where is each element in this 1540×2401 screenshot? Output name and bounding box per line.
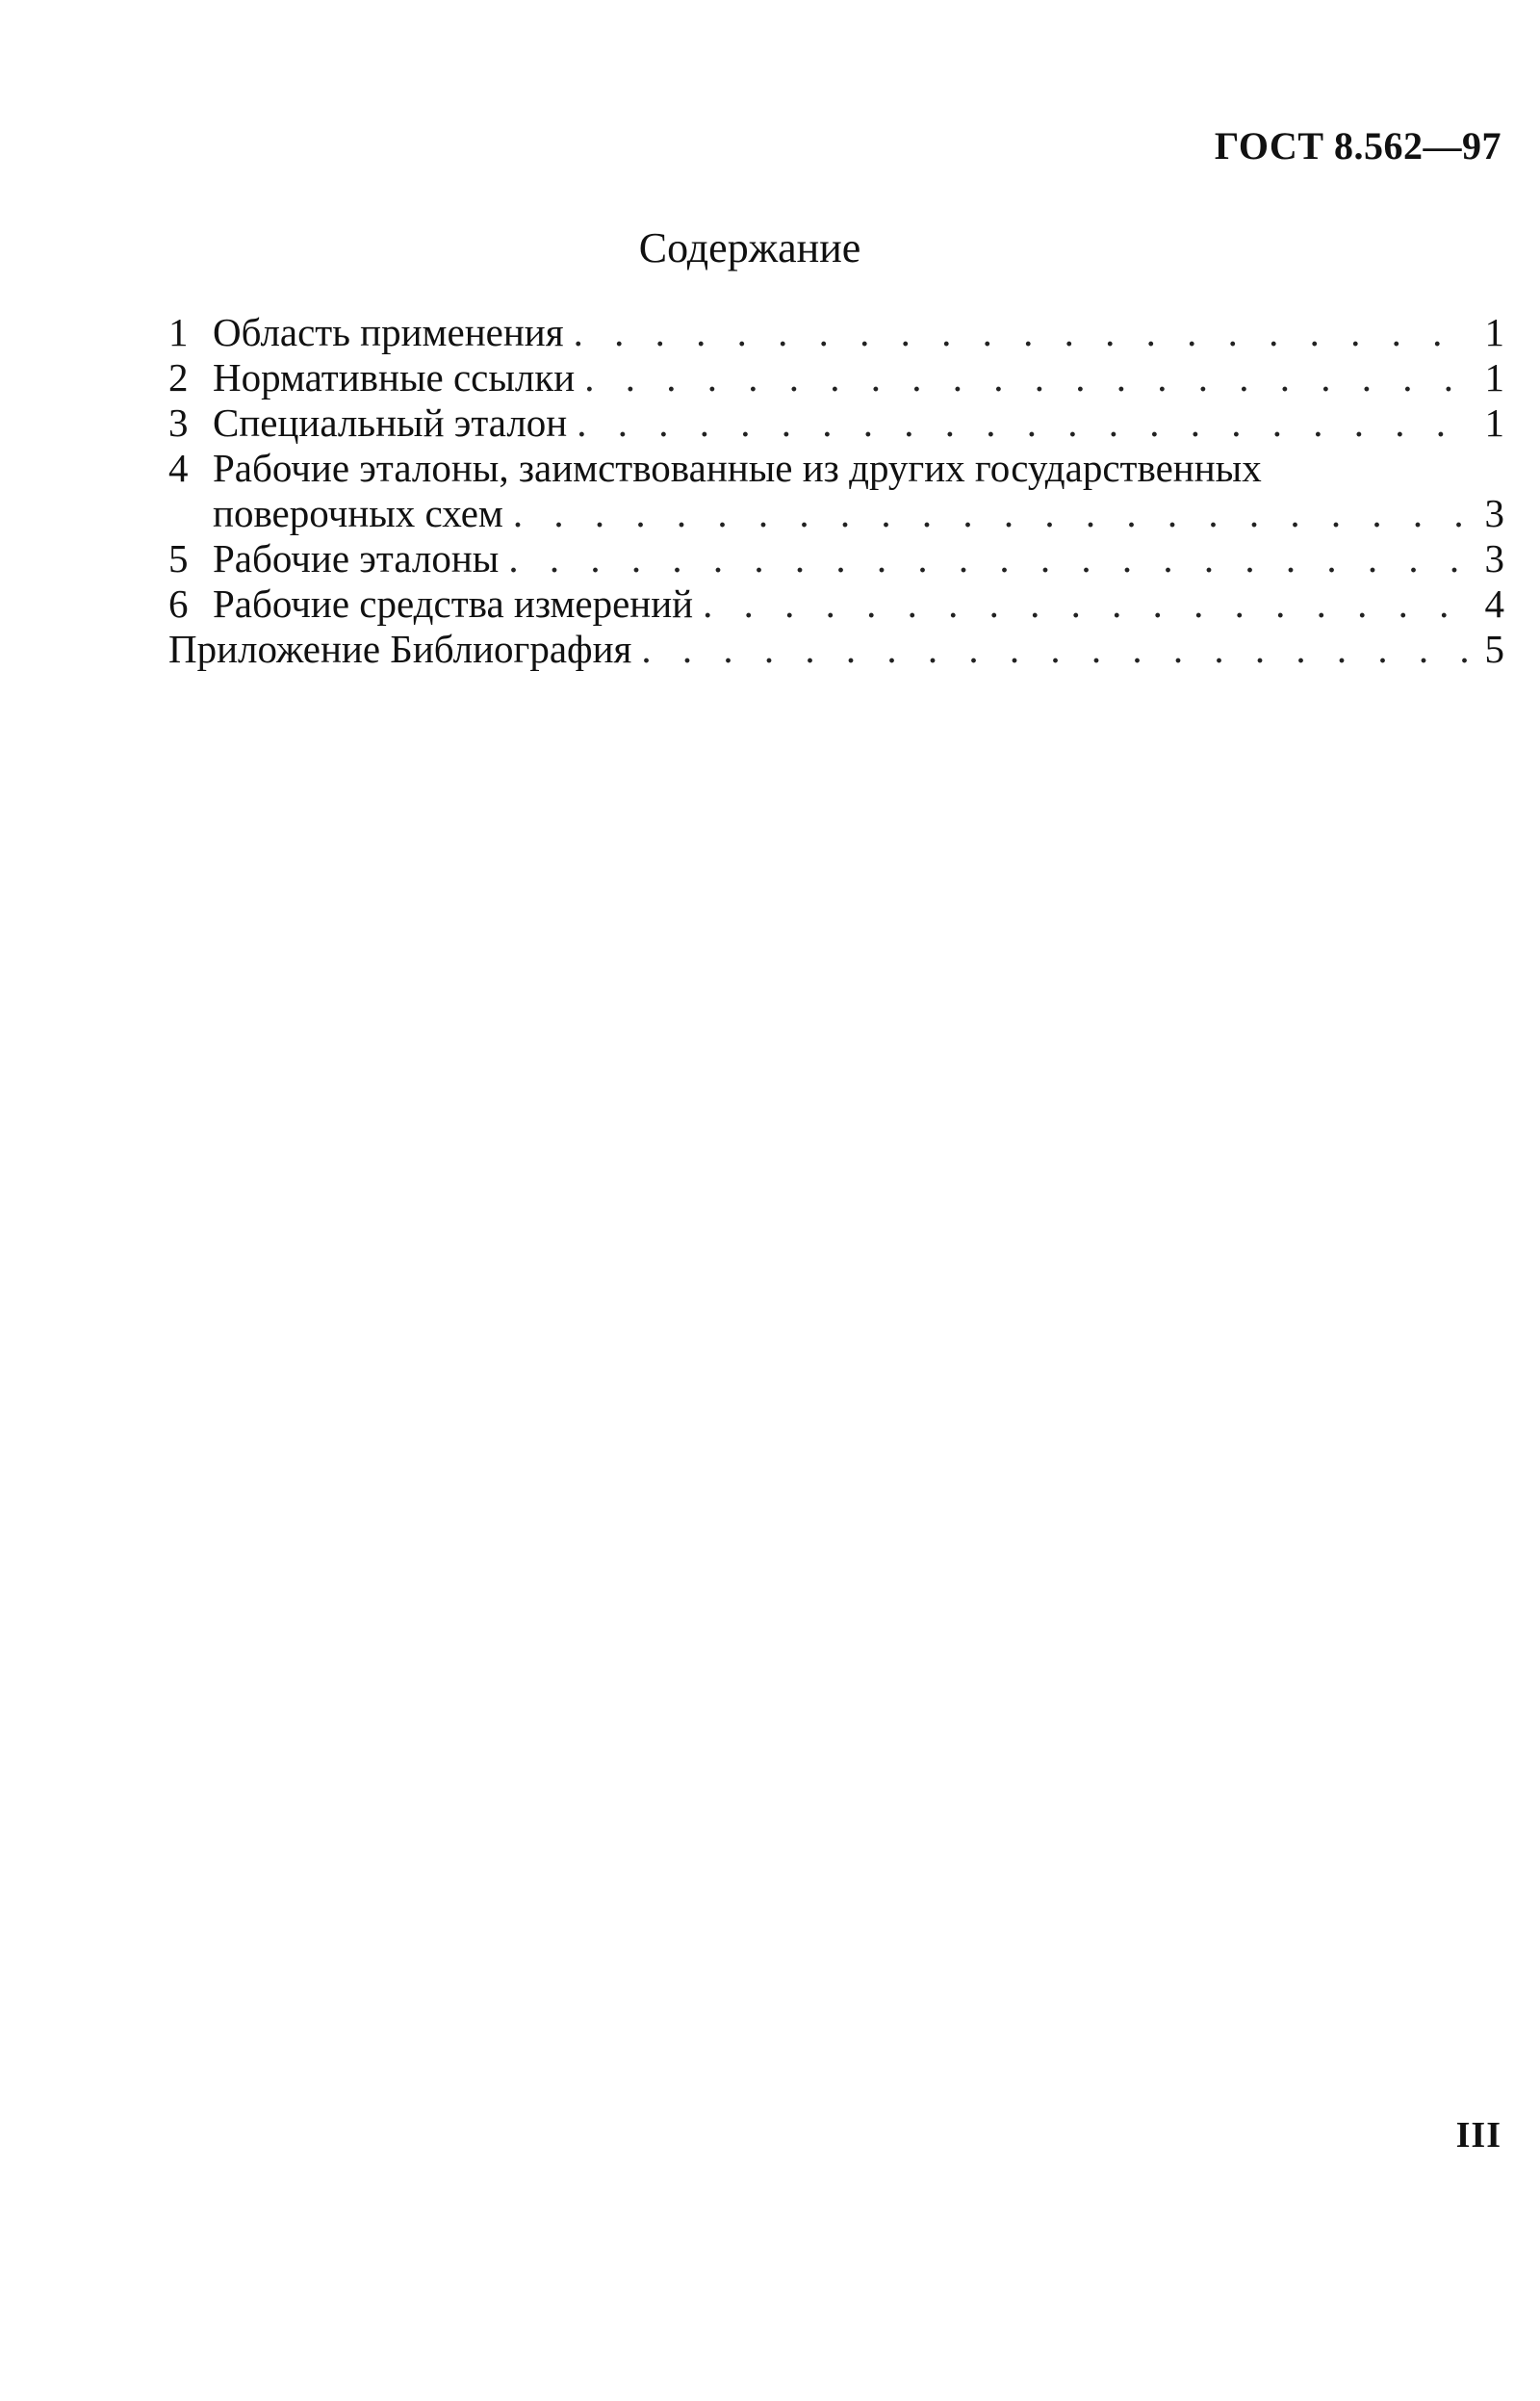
- toc-entry-page: 3: [1484, 536, 1504, 581]
- toc-entry-number: 2: [168, 355, 189, 400]
- toc-entry[interactable]: [168, 400, 1504, 446]
- toc-entry-title: Рабочие эталоны: [213, 536, 508, 581]
- toc-entry-page: 1: [1484, 310, 1504, 354]
- table-of-contents: [168, 310, 1504, 672]
- toc-entry-page: 5: [1484, 627, 1504, 671]
- toc-entry-number: 4: [168, 446, 189, 490]
- toc-entry-page: 1: [1484, 400, 1504, 445]
- toc-leader-dots: [574, 310, 1476, 355]
- toc-entry-number: 6: [168, 581, 189, 626]
- toc-entry-number: 5: [168, 536, 189, 581]
- toc-entry-page: 4: [1484, 581, 1504, 626]
- toc-leader-dots: [508, 536, 1476, 581]
- toc-entry-continuation[interactable]: [168, 491, 1504, 536]
- toc-leader-dots: [513, 491, 1476, 536]
- toc-entry-title: Рабочие средства измерений: [213, 581, 703, 627]
- toc-leader-dots: [703, 581, 1476, 627]
- toc-entry-appendix[interactable]: [168, 627, 1504, 672]
- toc-entry-title: Рабочие эталоны, заимствованные из других государственных: [213, 446, 1271, 491]
- toc-entry-title: Нормативные ссылки: [213, 355, 584, 400]
- document-code: ГОСТ 8.562—97: [1214, 124, 1502, 168]
- toc-entry-title-continuation: поверочных схем: [213, 491, 513, 536]
- toc-leader-dots: [641, 627, 1476, 672]
- toc-entry[interactable]: [168, 355, 1504, 400]
- toc-entry[interactable]: [168, 310, 1504, 355]
- toc-leader-dots: [584, 355, 1476, 400]
- toc-entry-title: Приложение Библиография: [168, 627, 641, 672]
- toc-entry[interactable]: [168, 536, 1504, 581]
- toc-leader-dots: [577, 400, 1476, 446]
- page-number: III: [1455, 2115, 1502, 2156]
- toc-entry[interactable]: [168, 446, 1504, 491]
- toc-entry-number: 1: [168, 310, 189, 354]
- toc-entry-page: 1: [1484, 355, 1504, 400]
- toc-heading: Содержание: [638, 224, 861, 271]
- toc-entry-title: Область применения: [213, 310, 574, 355]
- toc-entry-number: 3: [168, 400, 189, 445]
- toc-entry-title: Специальный эталон: [213, 400, 577, 446]
- toc-entry[interactable]: [168, 581, 1504, 627]
- toc-entry-page: 3: [1484, 491, 1504, 535]
